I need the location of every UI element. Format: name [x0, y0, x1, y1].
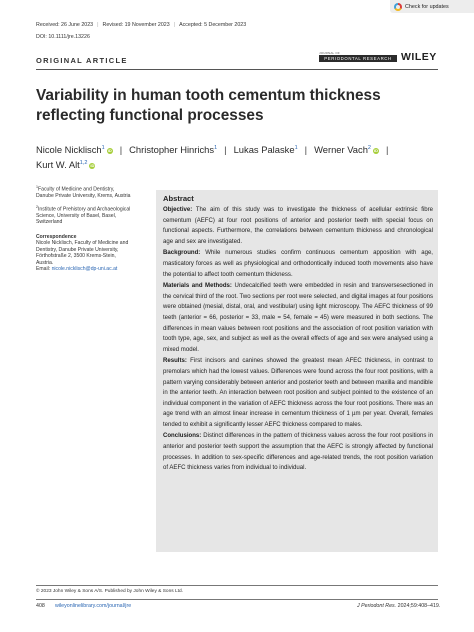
journal-logo-name: PERIODONTAL RESEARCH: [319, 55, 397, 62]
crossmark-icon: [394, 3, 402, 11]
orcid-icon[interactable]: iD: [107, 148, 112, 154]
author-list: Nicole Nicklisch$^1$ iD | Christopher Hinrichs$^1$ | Lukas Palaske$^1$ | Werner Vach$^2$ iD | Kurt W. Alt$^{1,2}$ iD: [36, 144, 389, 170]
journal-logo-prefix: JOURNAL OF: [319, 51, 340, 55]
copyright: © 2023 John Wiley & Sons A/S. Published by John Wiley & Sons Ltd.: [36, 589, 183, 594]
abstract-conclusions: Conclusions: Distinct differences in the pattern of thickness values across the four root positions in anterior and posterior teeth support the assumption that the AEFC is strongly affected by functional processes. In addition to sex-specific differences and age-related trends, the root position variation of AEFC thickness varies from individual to individual.: [163, 433, 433, 472]
author[interactable]: Kurt W. Alt$^{1,2}$ iD: [36, 158, 95, 170]
affiliation-1: $^1$Faculty of Medicine and Dentistry, Danube Private University, Krems, Austria: [36, 185, 131, 200]
page-number: 408: [36, 603, 45, 609]
doi: DOI: 10.1111/jre.13226: [36, 34, 90, 40]
orcid-icon[interactable]: iD: [90, 162, 95, 168]
publisher-logo: WILEY: [401, 51, 437, 63]
article-title: Variability in human tooth cementum thickness reflecting functional processes: [36, 87, 381, 124]
header-divider: [36, 69, 438, 70]
abstract-objective: Objective: The aim of this study was to investigate the thickness of acellular extrinsic fibre cementum (AEFC) at four root positions of anterior and posterior teeth with special focus on functional aspects. Furthermore, the correlations between cementum thickness and chronological age and sex are investigated.: [163, 207, 433, 245]
author[interactable]: Werner Vach$^2$ iD: [314, 144, 378, 156]
orcid-icon[interactable]: iD: [373, 148, 378, 154]
correspondence-email: Email: nicole.nicklisch@dp-uni.ac.at: [36, 266, 118, 273]
received-date: Received: 26 June 2023: [36, 22, 94, 28]
abstract-body: [163, 205, 433, 475]
affiliations: [36, 184, 132, 277]
journal-url-link[interactable]: wileyonlinelibrary.com/journal/jre: [55, 603, 132, 609]
check-for-updates-button[interactable]: [390, 0, 474, 13]
article-dates: Received: 26 June 2023 | Revised: 19 November 2023 | Accepted: 5 December 2023: [36, 22, 247, 28]
email-link[interactable]: nicole.nicklisch@dp-uni.ac.at: [51, 266, 118, 273]
footer-divider: [36, 585, 438, 586]
author[interactable]: Lukas Palaske$^1$: [233, 144, 298, 156]
abstract-results: Results: First incisors and canines showed the greatest mean AFEC thickness, in contrast to premolars which had the lowest values. Differences were found across the four root positions, with a pattern varying considerably between anterior and posterior teeth and between maxilla and mandible in the anterior teeth. An interaction between root position and subject pointed to the existence of an individual component in the variation of AEFC thickness across the four root positions. There was an age trend with an almost linear increase in cementum thickness of 1 µm per year. Overall, females tended to exhibit a significantly lesser AEFC thickness compared to males.: [163, 358, 433, 428]
accepted-date: Accepted: 5 December 2023: [179, 22, 247, 28]
journal-logo: [319, 51, 397, 62]
correspondence-address: Nicole Nicklisch, Faculty of Medicine and Dentistry, Danube Private University, Förthofstraße 2, 3500 Krems-Stein, Austria.: [36, 240, 129, 266]
revised-date: Revised: 19 November 2023: [102, 22, 170, 28]
footer-divider-2: [36, 599, 438, 600]
author[interactable]: Christopher Hinrichs$^1$: [129, 144, 218, 156]
author[interactable]: Nicole Nicklisch$^1$ iD: [36, 144, 112, 156]
article-type: ORIGINAL ARTICLE: [36, 56, 128, 65]
check-for-updates-label: Check for updates: [405, 3, 449, 10]
affiliation-2: $^2$Institute of Prehistory and Archaeological Science, University of Basel, Basel, Switzerland: [36, 204, 131, 226]
abstract-background: Background: While numerous studies confirm continuous cementum apposition with age, masticatory forces as well as physiological and orthodontically induced tooth movements also have the potential to affect tooth cementum thickness.: [163, 250, 433, 278]
correspondence-heading: Correspondence: [36, 233, 77, 240]
journal-citation: J Periodont Res. 2024;59:408–419.: [357, 603, 441, 609]
abstract-methods: Materials and Methods: Undecalcified teeth were embedded in resin and transversesectioned in the cervical third of the root. Two sections per root were selected, and digital images at four positions were obtained (mesial, distal, oral, and vestibular) using light microscopy. The AEFC thickness of 99 teeth (anterior = 66, posterior = 33, male = 54, female = 45) were measured in both sections. The differences in mean values between root positions and the association of root position variation with tooth type, age, sex, and subject as well as the overall effects of age and sex were analysed using a mixed model.: [163, 283, 433, 353]
abstract-heading: Abstract: [163, 194, 194, 203]
